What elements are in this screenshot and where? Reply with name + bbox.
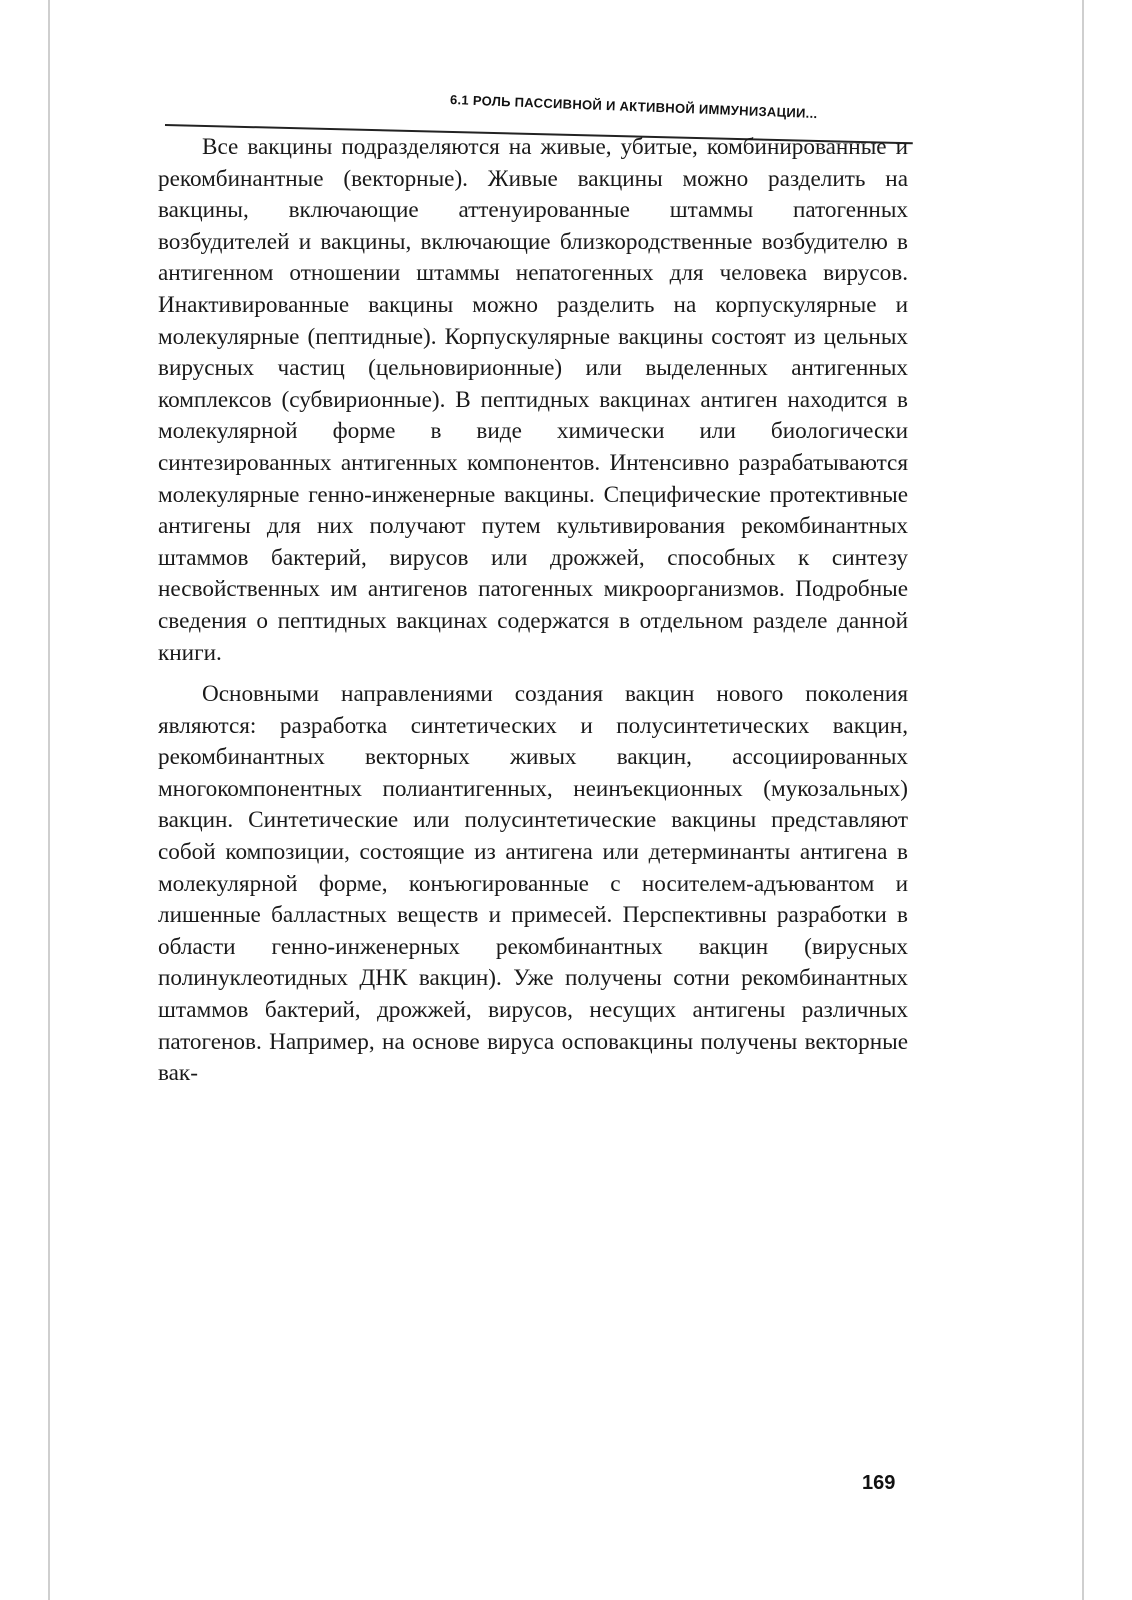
paragraph-1: Все вакцины подразделяются на живые, убитые, комбинированные и рекомбинантные (векторные). Живые вакцины можно разделить на вакцины, включающие аттенуированные штаммы патогенных возбудителей и вакцины, включающие близкородственные возбудителю в антигенном отношении штаммы непатогенных для человека вирусов. Инактивированные вакцины можно разделить на корпускулярные и молекулярные (пептидные). Корпускулярные вакцины состоят из цельных вирусных частиц (цельновирионные) или выделенных антигенных комплексов (субвирионные). В пептидных вакцинах антиген находится в молекулярной форме в виде химически или биологически синтезированных антигенных компонентов. Интенсивно разрабатываются молекулярные генно-инженерные вакцины. Специфические протективные антигены для них получают путем культивирования рекомбинантных штаммов бактерий, вирусов или дрожжей, способных к синтезу несвойственных им антигенов патогенных микроорганизмов. Подробные сведения о пептидных вакцинах содержатся в отдельном разделе данной книги.: [158, 134, 908, 666]
page-number: 169: [862, 1472, 896, 1494]
running-header: 6.1 РОЛЬ ПАССИВНОЙ И АКТИВНОЙ ИММУНИЗАЦИИ...: [449, 92, 818, 122]
page-frame-left: [48, 0, 50, 1600]
page-body: [158, 132, 908, 1090]
paragraph-2: Основными направлениями создания вакцин нового поколения являются: разработка синтетических и полусинтетических вакцин, рекомбинантных векторных живых вакцин, ассоциированных многокомпонентных полиантигенных, неинъекционных (мукозальных) вакцин. Синтетические или полусинтетические вакцины представляют собой композиции, состоящие из антигена или детерминанты антигена в молекулярной форме, конъюгированные с носителем-адъювантом и лишенные балластных веществ и примесей. Перспективны разработки в области генно-инженерных рекомбинантных вакцин (вирусных полинуклеотидных ДНК вакцин). Уже получены сотни рекомбинантных штаммов бактерий, дрожжей, вирусов, несущих антигены различных патогенов. Например, на основе вируса осповакцины получены векторные вак-: [158, 681, 908, 1087]
page-frame-right: [1082, 0, 1084, 1600]
